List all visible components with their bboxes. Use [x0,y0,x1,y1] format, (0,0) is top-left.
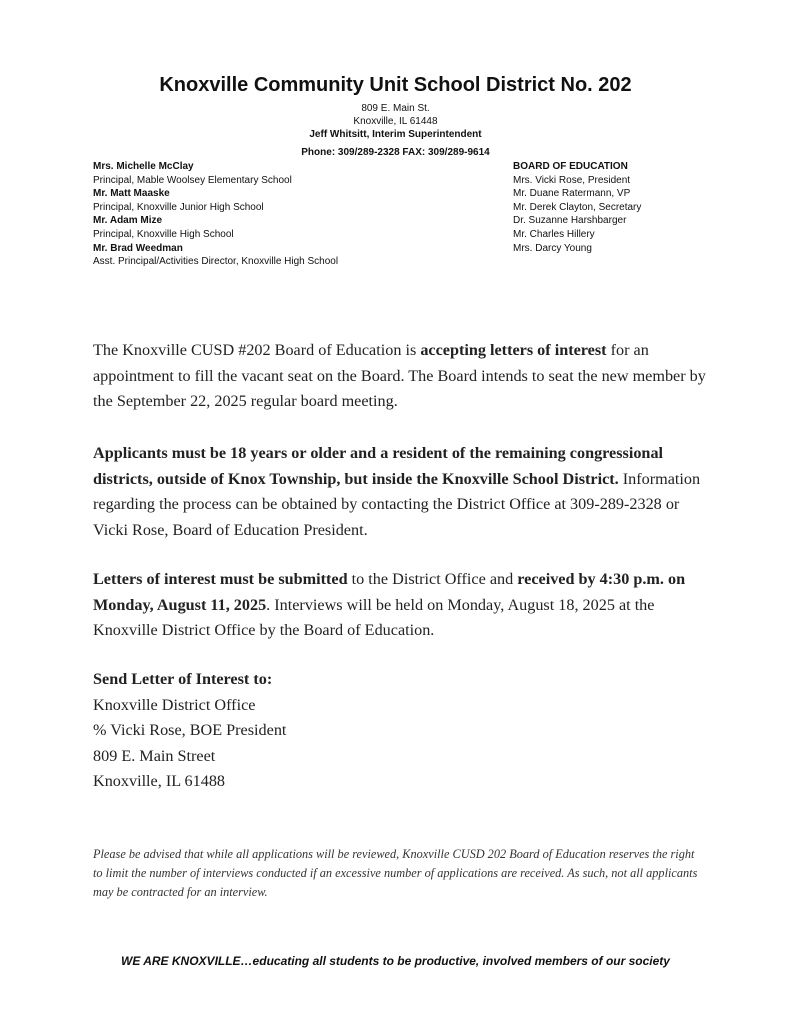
board-member: Mrs. Darcy Young [513,242,592,254]
address-city: Knoxville, IL 61448 [353,116,438,127]
admin-name: Mr. Adam Mize [93,215,163,227]
admin-name: Mr. Brad Weedman [93,242,183,254]
send-to-block [93,667,713,795]
board-heading: BOARD OF EDUCATION [513,161,628,172]
admin-name: Mr. Matt Maaske [93,188,170,200]
district-title: Knoxville Community Unit School District No. 202 [159,74,632,96]
disclaimer: Please be advised that while all applications will be reviewed, Knoxville CUSD 202 Board of Education reserves the right to limit the number of interviews conducted if an excessive number of applications are received. As such, not all applicants may be contracted for an interview. [93,847,698,899]
p1-text: The Knoxville CUSD #202 Board of Education is [93,341,421,359]
admin-role: Principal, Knoxville High School [93,228,234,240]
send-to-heading: Send Letter of Interest to: [93,670,273,688]
superintendent: Jeff Whitsitt, Interim Superintendent [309,129,482,140]
p1-text-end: for an appointment to fill the vacant seat on the Board. The Board intends to seat the new member by the September 22, 2025 regular board meeting. [93,341,706,410]
eligibility-paragraph [93,441,713,543]
address-street: 809 E. Main St. [361,103,430,114]
administrators-list [93,160,423,269]
admin-name: Mrs. Michelle McClay [93,161,194,172]
board-member: Mr. Charles Hillery [513,228,595,240]
board-member: Mr. Derek Clayton, Secretary [513,201,642,213]
announcement-paragraph [93,338,713,415]
send-to-line: Knoxville, IL 61488 [93,772,226,790]
p3-text-end: . Interviews will be held on Monday, August 18, 2025 at the Knoxville District Office by the Board of Education. [93,595,655,639]
board-member: Mr. Duane Ratermann, VP [513,188,631,200]
footer-slogan: WE ARE KNOXVILLE…educating all students to be productive, involved members of our society [121,954,670,968]
send-to-line: 809 E. Main Street [93,746,216,765]
phone-fax: Phone: 309/289-2328 FAX: 309/289-9614 [301,147,490,158]
p1-bold: accepting letters of interest [420,341,607,359]
p2-bold: Applicants must be 18 years or older and a resident of the remaining congressional districts, outside of Knox Township, but inside the Knoxville School District. [93,444,664,488]
p3-bold-2: received by 4:30 p.m. on Monday, August 11, 2025 [93,570,686,614]
p3-text: to the District Office and [347,570,518,588]
deadline-paragraph [93,567,713,644]
board-member: Mrs. Vicki Rose, President [513,174,631,186]
board-member: Dr. Suzanne Harshbarger [513,215,627,227]
admin-role: Principal, Mable Woolsey Elementary School [93,174,292,186]
admin-role: Principal, Knoxville Junior High School [93,201,264,213]
p2-text: Information regarding the process can be obtained by contacting the District Office at 309-289-2328 or Vicki Rose, Board of Education President. [93,469,701,539]
admin-role: Asst. Principal/Activities Director, Knoxville High School [93,256,339,268]
send-to-line: Knoxville District Office [93,695,256,714]
send-to-line: % Vicki Rose, BOE President [93,721,287,739]
p3-bold-1: Letters of interest must be submitted [93,570,348,588]
board-of-education [513,160,753,255]
